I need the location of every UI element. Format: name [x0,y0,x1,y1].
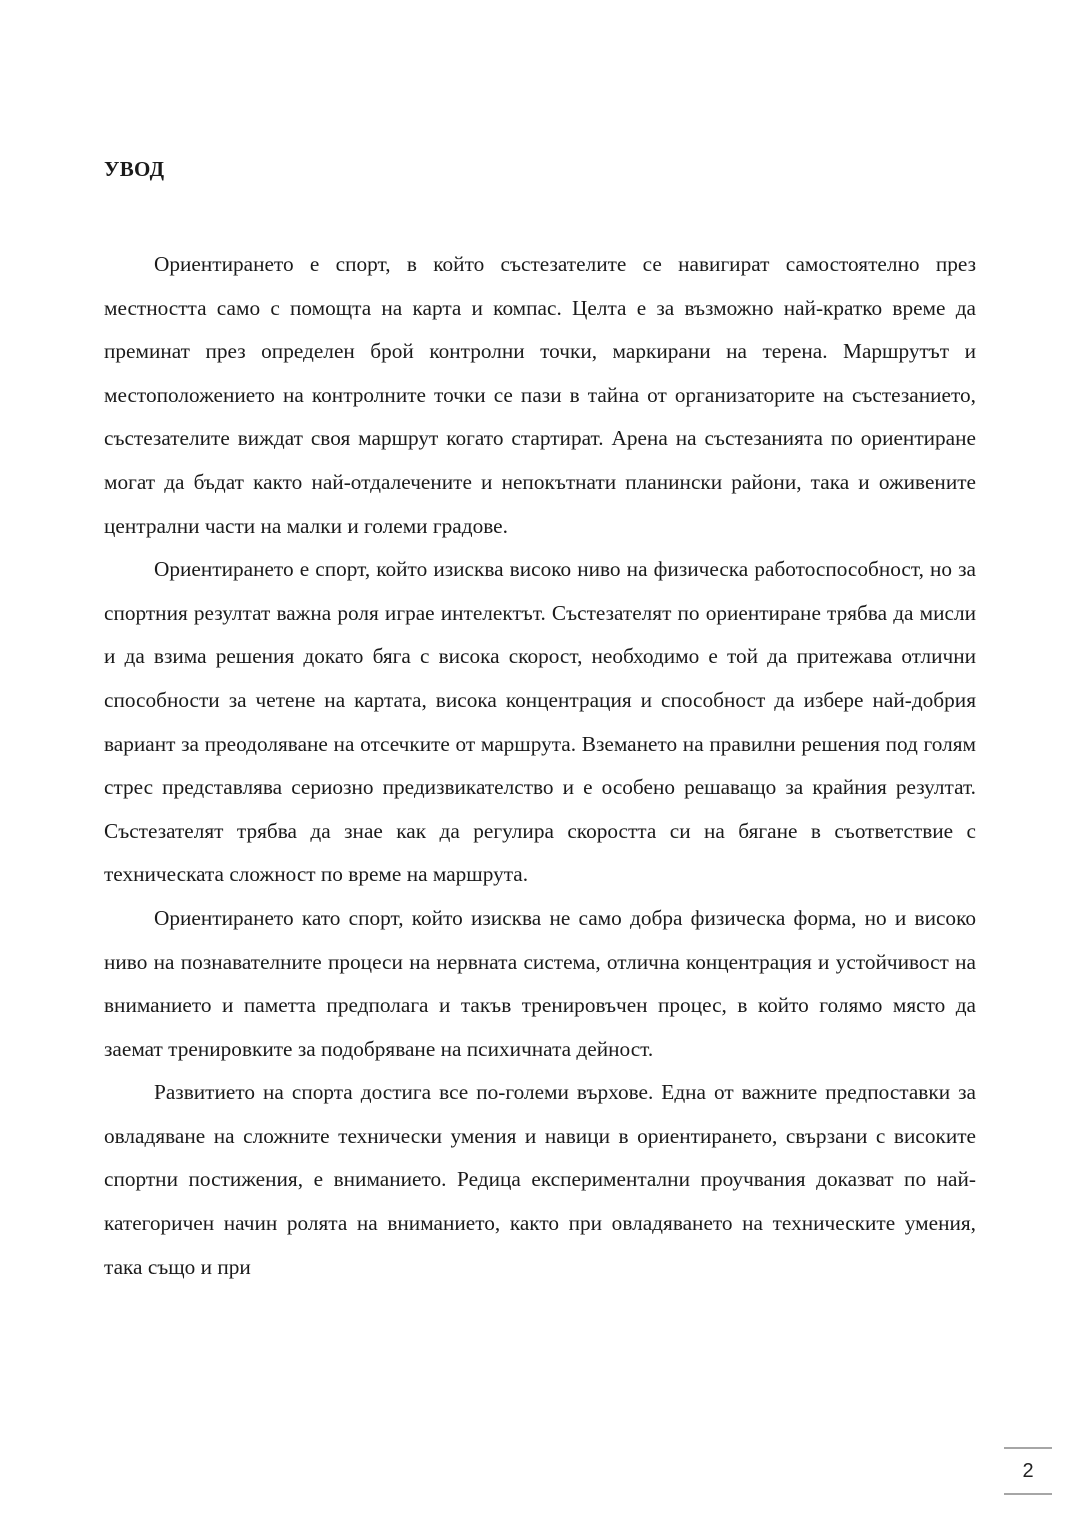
paragraph: Ориентирането като спорт, който изисква не само добра физическа форма, но и високо ниво на познавателните процеси на нервната система, отлична концентрация и устойчивост на вниманието и паметта предполага и такъв тренировъчен процес, в който голямо място да заемат тренировките за подобряване на психичната дейност. [104,905,976,1061]
page-number: 2 [1004,1447,1052,1495]
paragraph: Развитието на спорта достига все по-големи върхове. Една от важните предпоставки за овладяване на сложните технически умения и навици в ориентирането, свързани с високите спортни постижения, е вниманието. Редица експериментални проучвания доказват по най-категоричен начин ролята на вниманието, както при овладяването на техническите умения, така също и при [104,1080,976,1279]
paragraph: Ориентирането е спорт, който изисква високо ниво на физическа работоспособност, но за спортния резултат важна роля играе интелектът. Състезателят по ориентиране трябва да мисли и да взима решения докато бяга с висока скорост, необходимо е той да притежава отлични способности за четене на картата, висока концентрация и способност да избере най-добрия вариант за преодоляване на отсечките от маршрута. Вземането на правилни решения под голям стрес представлява сериозно предизвикателство и е особено решаващо за крайния резултат. Състезателят трябва да знае как да регулира скоростта си на бягане в съответствие с техническата сложност по време на маршрута. [104,557,976,887]
section-heading: УВОД [104,157,165,181]
paragraph: Ориентирането е спорт, в който състезателите се навигират самостоятелно през местността само с помощта на карта и компас. Целта е за възможно най-кратко време да преминат през определен брой контролни точки, маркирани на терена. Маршрутът и местоположението на контролните точки се пази в тайна от организаторите на състезанието, състезателите виждат своя маршрут когато стартират. Арена на състезанията по ориентиране могат да бъдат както най-отдалечените и непокътнати планински райони, така и оживените централни части на малки и големи градове. [104,252,976,538]
document-body [104,152,976,1289]
